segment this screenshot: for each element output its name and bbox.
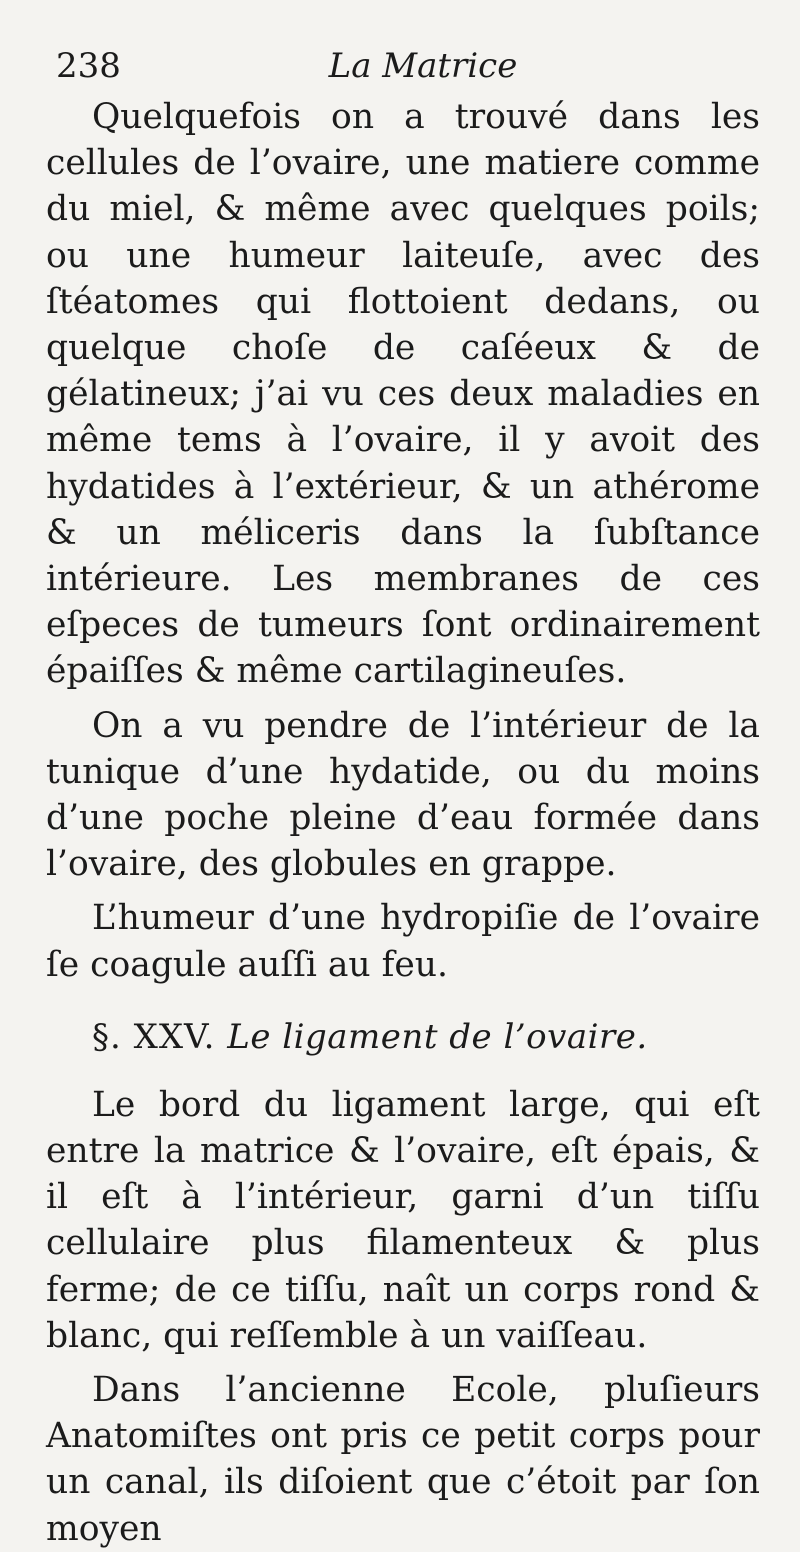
running-head [46, 38, 760, 94]
section-title: Le ligament de l’ovaire. [227, 1016, 648, 1057]
paragraph: Quelquefois on a trouvé dans les cellules de l’ovaire, une matiere comme du miel, & même avec quelques poils; ou une humeur laiteuſe, avec des ſtéatomes qui flottoient dedans, ou quelque choſe de caſéeux & de gélatineux; j’ai vu ces deux maladies en même tems à l’ovaire, il y avoit des hydatides à l’extérieur, & un athérome & un méliceris dans la ſubſtance intérieure. Les membranes de ces eſpeces de tumeurs ſont ordinairement épaiſſes & même cartilagineuſes. [46, 97, 760, 692]
running-title: La Matrice [328, 46, 518, 86]
paragraph: On a vu pendre de l’intérieur de la tunique d’une hydatide, ou du moins d’une poche pleine d’eau formée dans l’ovaire, des globules en grappe. [46, 705, 760, 885]
page-number: 238 [56, 46, 121, 86]
section-number: §. XXV. [92, 1016, 216, 1057]
paragraph: L’humeur d’une hydropiſie de l’ovaire ſe coagule auſſi au feu. [46, 898, 760, 985]
paragraph: Dans l’ancienne Ecole, pluſieurs Anatomiſtes ont pris ce petit corps pour un canal, ils diſoient que c’étoit par ſon moyen [46, 1370, 760, 1549]
paragraph: Le bord du ligament large, qui eſt entre la matrice & l’ovaire, eſt épais, & il eſt à l’intérieur, garni d’un tiſſu cellulaire plus filamenteux & plus ferme; de ce tiſſu, naît un corps rond & blanc, qui reſſemble à un vaiſſeau. [46, 1084, 760, 1356]
body-text [46, 94, 760, 1552]
section-heading [46, 1014, 760, 1060]
